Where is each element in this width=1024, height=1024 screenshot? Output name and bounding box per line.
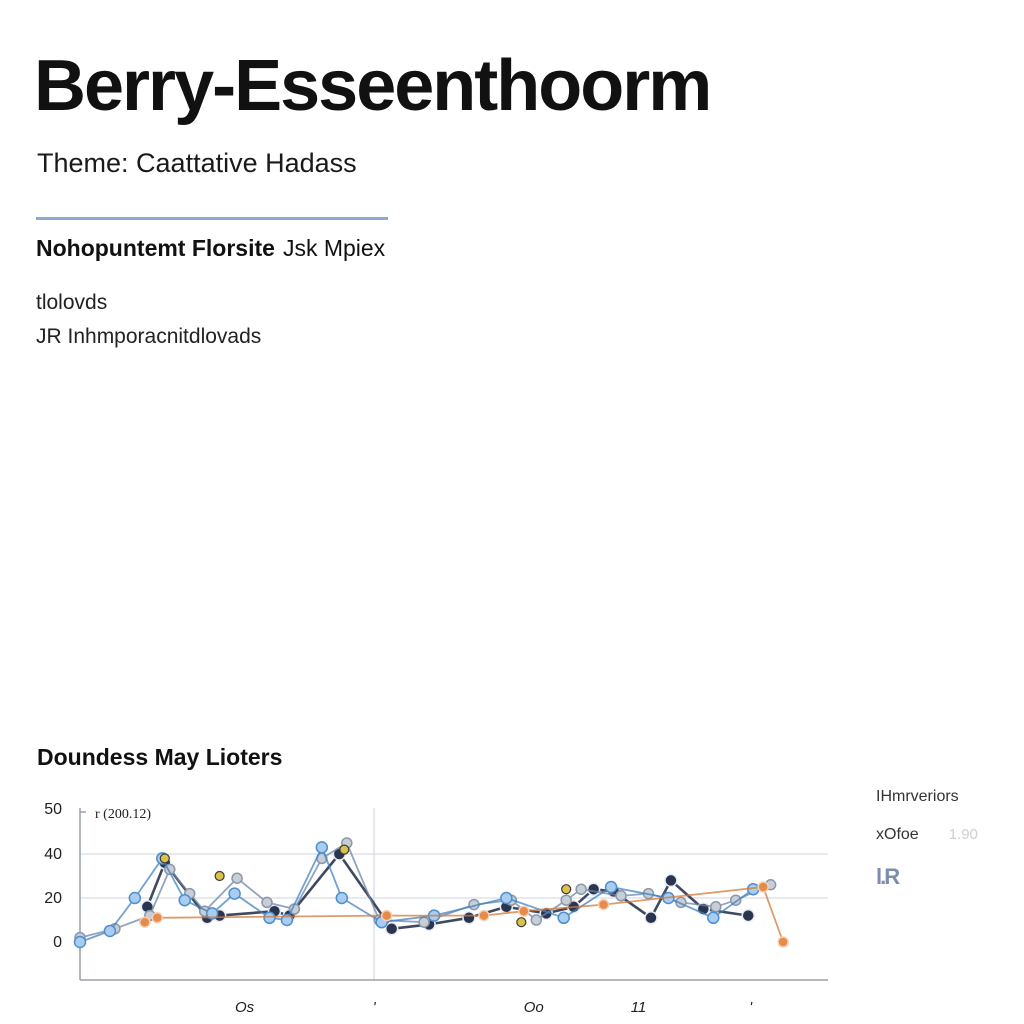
series-3-point-0 [140, 917, 150, 927]
series-3-point-6 [758, 882, 768, 892]
series-0-point-13 [588, 883, 600, 895]
series-1-point-17 [576, 884, 586, 894]
chart-legend [876, 788, 978, 910]
series-2 [75, 842, 759, 948]
series-2-point-4 [179, 895, 190, 906]
line-chart [0, 780, 860, 1024]
highlight-point-0 [160, 854, 169, 863]
series-2-line [80, 847, 753, 942]
chart-title: Doundess May Lioters [37, 744, 283, 770]
series-2-point-9 [316, 842, 327, 853]
x-tick-0: Os [234, 999, 255, 1016]
series-1-point-21 [711, 902, 721, 912]
y-tick-20: 20 [44, 890, 62, 907]
highlight-point-2 [340, 845, 349, 854]
series-2-point-1 [104, 926, 115, 937]
series-3-point-1 [152, 913, 162, 923]
series-2-point-13 [501, 893, 512, 904]
series-0-point-16 [665, 874, 677, 886]
series-2-point-0 [75, 937, 86, 948]
y-tick-0: 0 [53, 934, 62, 951]
legend-faded-value: 1.90 [948, 826, 978, 843]
legend-marker: l.R [876, 864, 899, 889]
theme-subtitle: Theme: Caattative Hadass [37, 148, 357, 178]
highlight-point-1 [215, 872, 224, 881]
x-tick-labels [235, 999, 753, 1016]
series-1-point-7 [262, 897, 272, 907]
series-2-point-2 [129, 893, 140, 904]
highlight-point-3 [562, 885, 571, 894]
meta-line-2: JR Inhmporacnitdlovads [36, 325, 262, 348]
y-tick-50: 50 [44, 801, 62, 818]
series-0-point-15 [645, 912, 657, 924]
legend-entry-2-label: xOfoe [876, 826, 919, 843]
series-0-point-7 [386, 923, 398, 935]
highlight-point-4 [517, 918, 526, 927]
series-1-point-18 [616, 891, 626, 901]
meta-line-1: tlolovds [36, 291, 108, 314]
series-3-point-2 [382, 911, 392, 921]
x-tick-2: Oo [523, 999, 544, 1016]
series-3-point-4 [519, 906, 529, 916]
page-title: Berry-Esseenthoorm [34, 46, 711, 126]
series-3-point-3 [479, 911, 489, 921]
section-heading-text: Nohopuntemt Florsite [36, 235, 275, 261]
series-0-point-18 [742, 910, 754, 922]
legend-entry-1: IHmrveriors [876, 788, 959, 805]
y-tick-40: 40 [44, 846, 62, 863]
title-divider [36, 217, 388, 220]
series-1-point-16 [561, 895, 571, 905]
series-1-point-15 [531, 915, 541, 925]
series-2-point-14 [558, 912, 569, 923]
series-0-point-9 [463, 912, 475, 924]
series-1-point-6 [232, 873, 242, 883]
series-3-point-5 [599, 900, 609, 910]
series-2-point-7 [264, 912, 275, 923]
section-heading [36, 235, 385, 262]
chart-annotation: r (200.12) [95, 807, 151, 822]
x-tick-4: ' [749, 999, 753, 1016]
section-heading-suffix: Jsk Mpiex [282, 235, 386, 261]
series-3-point-7 [778, 937, 788, 947]
series-2-point-17 [708, 912, 719, 923]
x-tick-1: ' [372, 999, 376, 1016]
series-1-point-12 [419, 917, 429, 927]
series-2-point-10 [336, 893, 347, 904]
series-2-point-6 [229, 888, 240, 899]
legend-entry-2 [876, 826, 978, 844]
x-tick-3: 11 [630, 999, 647, 1016]
series-2-point-15 [606, 882, 617, 893]
